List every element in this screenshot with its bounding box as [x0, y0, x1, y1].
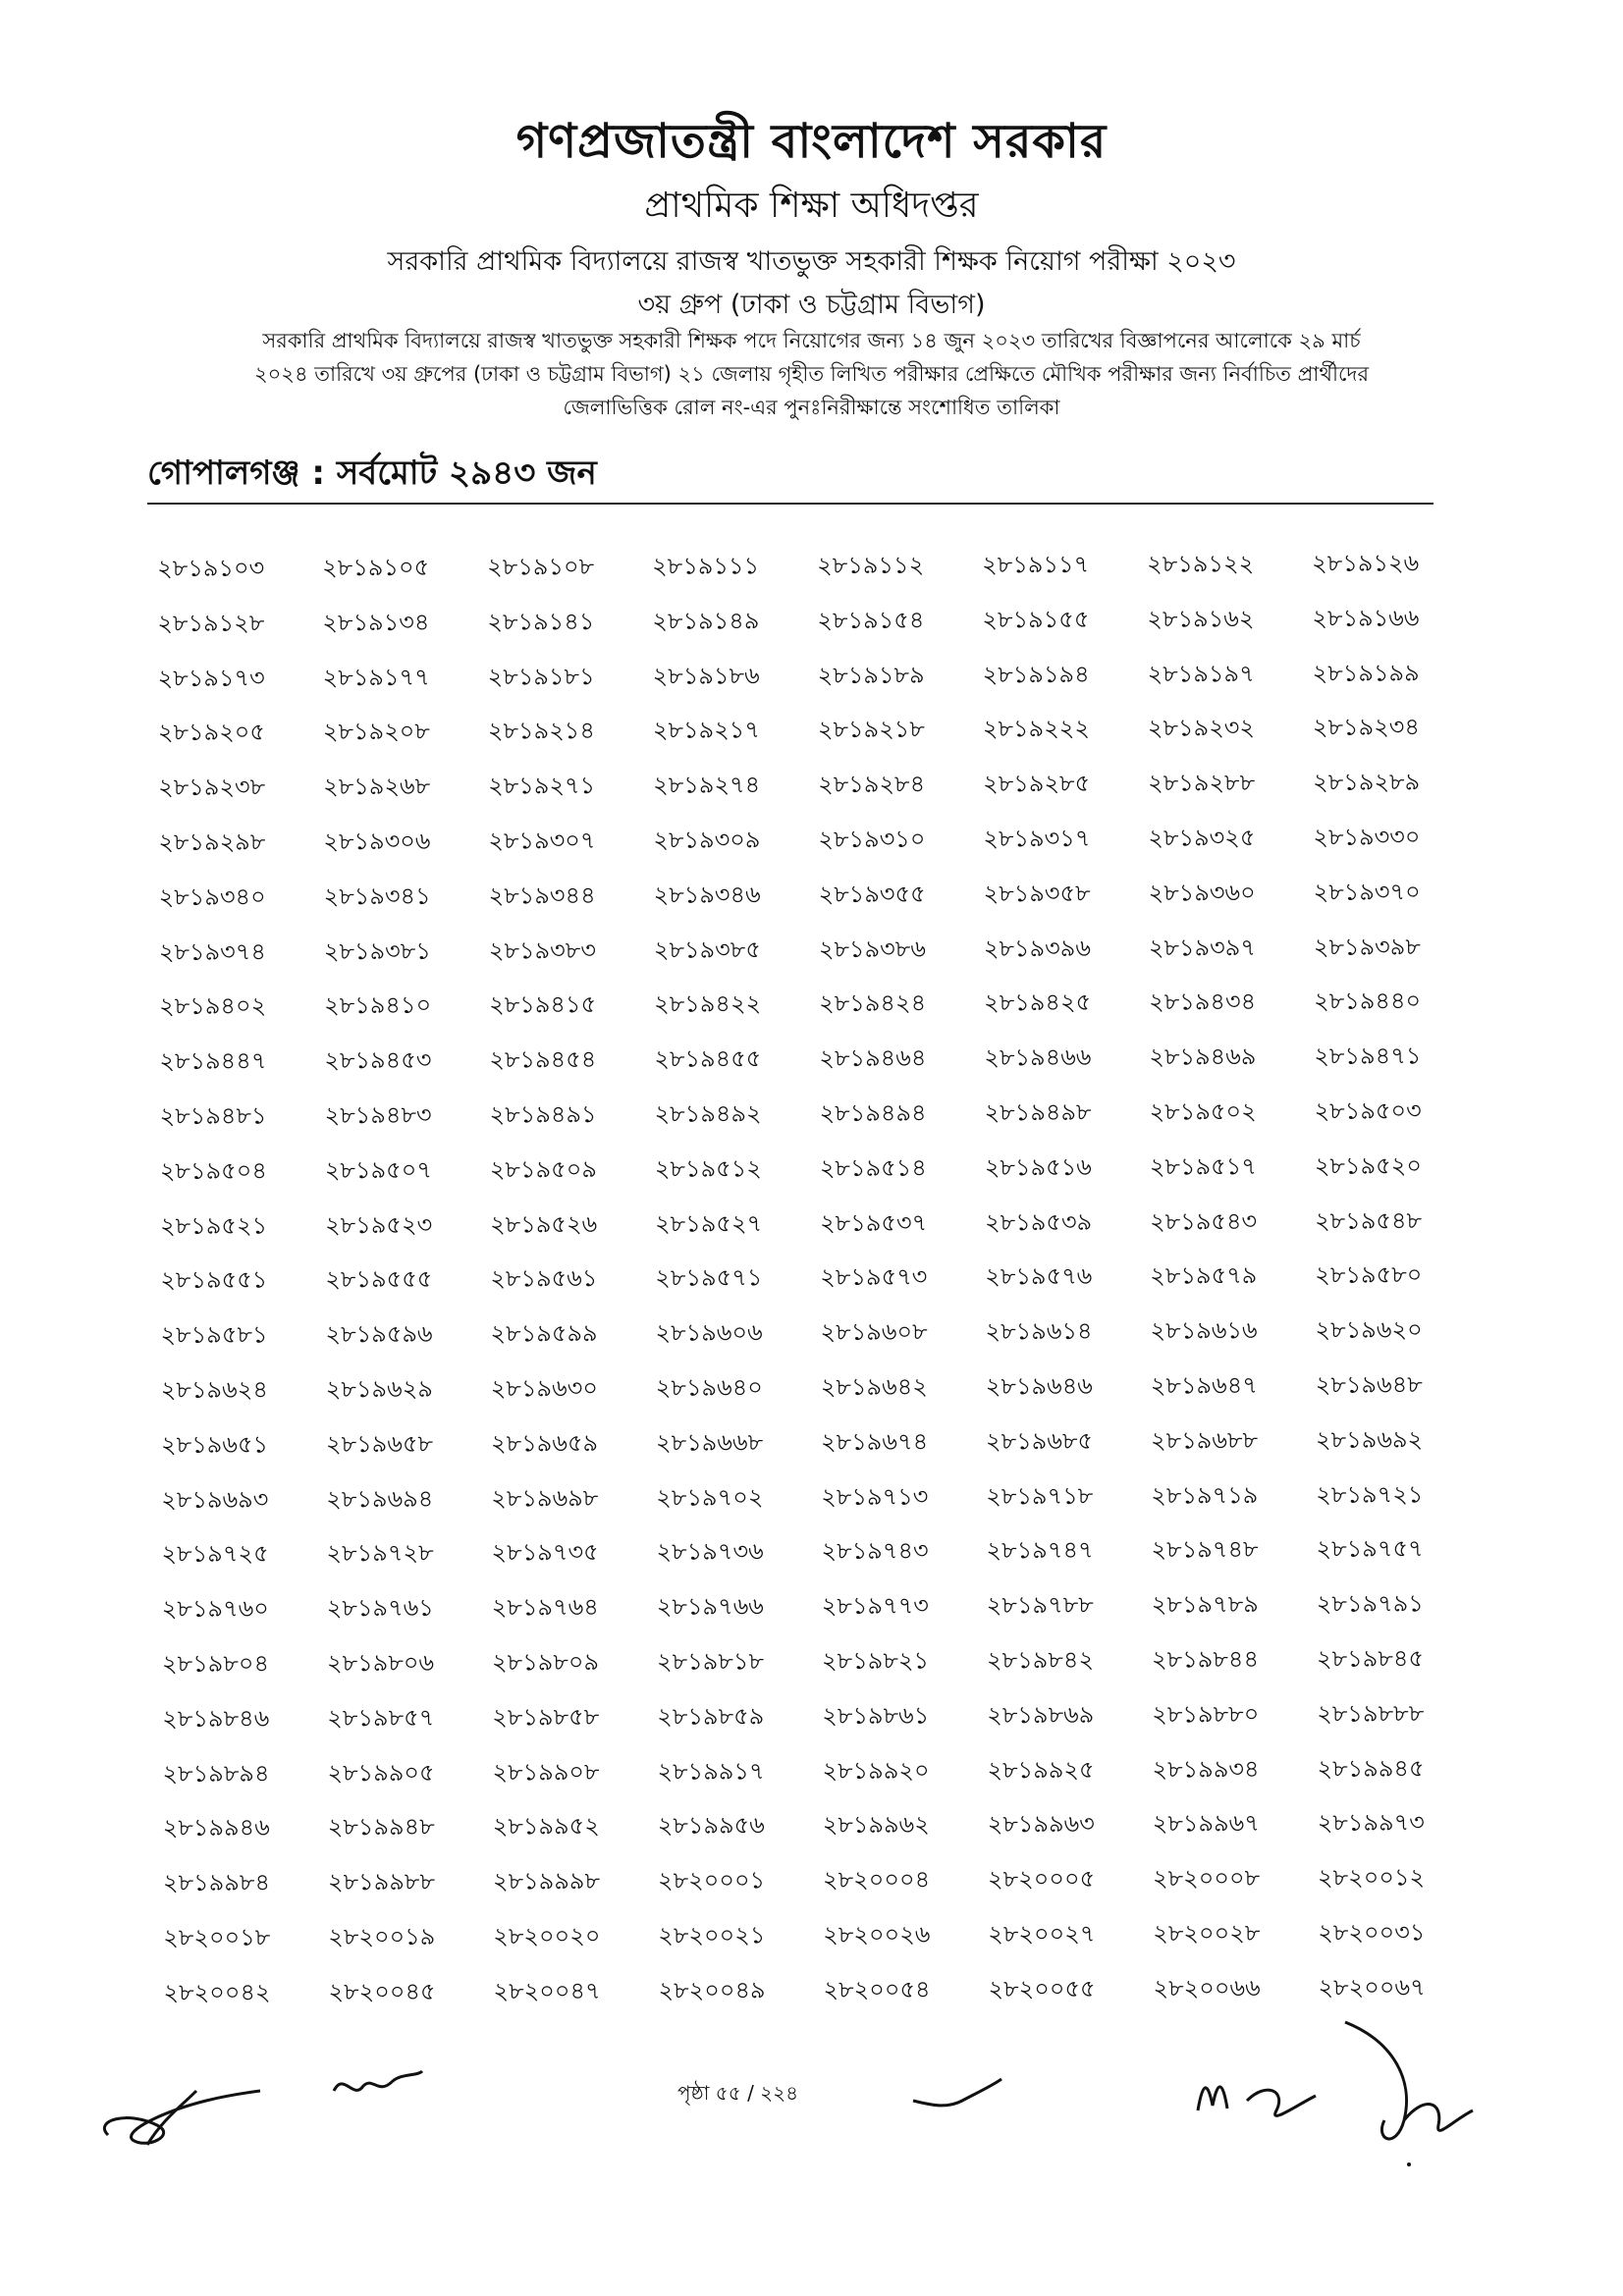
roll-number-cell: ২৮১৯৭৯১ [1316, 1589, 1424, 1618]
roll-number-cell: ২৮১৯৫৭৯ [1150, 1261, 1258, 1290]
roll-number-cell: ২৮১৯৬৮৮ [1150, 1425, 1259, 1455]
roll-number-cell: ২৮১৯১৫৫ [982, 605, 1090, 634]
page-number: পৃষ্ঠা ৫৫ / ২২৪ [677, 2081, 799, 2105]
roll-number-cell: ২৮২০০৬৭ [1318, 1973, 1426, 2002]
roll-number-cell: ২৮১৯১৬৬ [1312, 604, 1420, 632]
roll-number-cell: ২৮১৯২৩২ [1147, 714, 1256, 742]
roll-number-cell: ২৮১৯৭৬১ [326, 1593, 434, 1623]
roll-number-cell: ২৮১৯৫৭১ [655, 1263, 763, 1293]
roll-number-cell: ২৮১৯৭৪৩ [821, 1536, 929, 1566]
roll-number-cell: ২৮১৯২১৭ [652, 716, 761, 745]
roll-number-cell: ২৮১৯৩৯৭ [1148, 933, 1256, 962]
roll-number-cell: ২৮১৯৩৩০ [1313, 823, 1421, 851]
roll-number-cell: ২৮১৯৫২৭ [654, 1208, 763, 1238]
roll-number-cell: ২৮১৯৬০৮ [820, 1317, 928, 1347]
roll-number-cell: ২৮১৯২৮৫ [983, 770, 1091, 798]
roll-number-cell: ২৮১৯৫৯৯ [490, 1319, 598, 1348]
roll-number-cell: ২৮২০০১৯ [328, 1922, 436, 1951]
roll-number-cell: ২৮১৯১৮৯ [817, 661, 925, 689]
roll-number-cell: ২৮১৯৬৭৪ [820, 1427, 929, 1456]
roll-number-cell: ২৮১৯৭৭৩ [821, 1591, 929, 1621]
roll-number-cell: ২৮১৯৬৯৩ [161, 1485, 269, 1514]
roll-number-cell: ২৮১৯৪১৫ [489, 990, 597, 1019]
roll-number-cell: ২৮১৯৬৪৬ [985, 1371, 1093, 1401]
roll-number-cell: ২৮১৯১২৬ [1312, 549, 1420, 577]
roll-number-cell: ২৮১৯৬৪৮ [1315, 1370, 1423, 1399]
roll-number-cell: ২৮১৯১৫৪ [817, 606, 925, 634]
roll-number-cell: ২৮১৯৬১৪ [985, 1317, 1093, 1346]
roll-number-cell: ২৮২০০৩১ [1318, 1918, 1426, 1947]
roll-number-cell: ২৮২০০৪৫ [328, 1977, 436, 2005]
roll-number-cell: ২৮১৯১৮১ [487, 662, 595, 691]
roll-number-cell: ২৮১৯৬৮৫ [985, 1426, 1094, 1456]
roll-number-cell: ২৮১৯৮৫৭ [327, 1703, 435, 1732]
roll-number-cell: ২৮১৯৫৭৩ [820, 1262, 928, 1292]
roll-number-cell: ২৮১৯৯৪৬ [162, 1813, 270, 1842]
roll-number-cell: ২৮১৯৪৭১ [1314, 1041, 1422, 1071]
roll-number-cell: ২৮১৯৩৮৬ [818, 934, 926, 963]
roll-number-cell: ২৮১৯৬৪৭ [1150, 1371, 1258, 1400]
roll-number-cell: ২৮১৯৮০৪ [161, 1649, 270, 1678]
signature-2 [324, 2061, 432, 2110]
roll-number-cell: ২৮১৯৯৬৭ [1152, 1809, 1260, 1838]
roll-number-cell: ২৮১৯৫১৭ [1149, 1151, 1257, 1181]
roll-number-cell: ২৮১৯৭১৩ [821, 1482, 929, 1511]
roll-number-cell: ২৮১৯৯৫২ [492, 1812, 600, 1841]
roll-number-cell: ২৮১৯৫০২ [1149, 1097, 1257, 1126]
roll-number-cell: ২৮১৯২৩৮ [158, 773, 266, 802]
roll-number-cell: ২৮১৯৯৯৮ [492, 1867, 601, 1896]
roll-number-cell: ২৮১৯২১৪ [487, 717, 595, 745]
roll-number-cell: ২৮১৯৯০৮ [492, 1757, 600, 1787]
roll-number-cell: ২৮১৯৫২১ [159, 1211, 268, 1240]
roll-number-cell: ২৮১৯৯৪৫ [1317, 1753, 1425, 1783]
roll-number-cell: ২৮১৯৭৫৭ [1316, 1534, 1424, 1564]
roll-number-cell: ২৮২০০২১ [658, 1921, 766, 1949]
roll-number-cell: ২৮২০০২৭ [988, 1919, 1096, 1949]
roll-number-cell: ২৮১৯৪৬৯ [1149, 1042, 1257, 1071]
roll-number-cell: ২৮১৯৯০৫ [327, 1758, 435, 1787]
roll-number-cell: ২৮১৯৪৫৫ [654, 1044, 762, 1073]
roll-number-table [157, 536, 1450, 2020]
roll-number-cell: ২৮১৯৯২৫ [987, 1755, 1095, 1784]
roll-number-cell: ২৮২০০৫৫ [988, 1974, 1096, 2003]
roll-number-cell: ২৮১৯৭৬৪ [491, 1593, 599, 1622]
roll-number-cell: ২৮১৯৪৬৪ [819, 1043, 927, 1073]
roll-number-cell: ২৮১৯৬২০ [1315, 1315, 1423, 1345]
roll-number-cell: ২৮১৯৯৬৩ [987, 1810, 1095, 1839]
roll-number-cell: ২৮১৯৪১০ [324, 991, 432, 1020]
roll-number-cell: ২৮১৯১৬২ [1147, 604, 1255, 633]
roll-number-cell: ২৮১৯৩৫৫ [818, 880, 926, 908]
roll-number-cell: ২৮১৯৮৮০ [1152, 1699, 1260, 1729]
roll-number-cell: ২৮১৯৩০৭ [488, 827, 596, 855]
roll-number-cell: ২৮১৯৪২৫ [983, 988, 1092, 1017]
roll-number-cell: ২৮১৯৬৪০ [655, 1373, 763, 1402]
roll-number-cell: ২৮১৯৭৩৫ [491, 1538, 599, 1567]
roll-number-cell: ২৮১৯১২৮ [157, 609, 265, 637]
roll-number-cell: ২৮১৯৪৮১ [159, 1101, 267, 1130]
roll-number-cell: ২৮১৯৬০৬ [655, 1318, 763, 1347]
roll-number-cell: ২৮১৯৩৭০ [1313, 878, 1421, 906]
roll-number-cell: ২৮১৯৬৯২ [1315, 1425, 1424, 1454]
roll-number-cell: ২৮১৯৮৯৪ [162, 1759, 270, 1788]
roll-number-cell: ২৮১৯৭৮৯ [1151, 1590, 1259, 1619]
roll-number-cell: ২৮১৯১৯৪ [982, 660, 1090, 688]
roll-number-cell: ২৮১৯৫১৪ [819, 1153, 927, 1182]
roll-number-cell: ২৮১৯৩৮৩ [488, 935, 596, 965]
roll-number-cell: ২৮১৯৪৬৬ [984, 1043, 1092, 1072]
roll-number-cell: ২৮১৯৪৩৪ [1148, 988, 1257, 1016]
roll-number-cell: ২৮১৯৩৯৮ [1313, 932, 1421, 961]
roll-number-cell: ২৮১৯৪৯৪ [819, 1098, 927, 1128]
roll-number-cell: ২৮১৯১২২ [1147, 550, 1255, 578]
roll-number-cell: ২৮১৯৬৯৪ [326, 1484, 434, 1513]
roll-number-cell: ২৮১৯৬৫১ [160, 1430, 269, 1459]
roll-number-cell: ২৮১৯৯১৭ [657, 1756, 765, 1786]
roll-number-cell: ২৮১৯৫৬১ [490, 1264, 598, 1293]
roll-number-cell: ২৮১৯৮৫৮ [492, 1702, 600, 1732]
roll-number-cell: ২৮১৯৮১৮ [656, 1647, 765, 1676]
roll-number-cell: ২৮২০০২০ [493, 1921, 601, 1950]
roll-number-cell: ২৮১৯৮৬৯ [987, 1700, 1095, 1730]
roll-number-cell: ২৮১৯১১২ [817, 551, 925, 580]
roll-number-cell: ২৮১৯৫৩৯ [984, 1207, 1093, 1236]
roll-number-cell: ২৮১৯১৭৩ [157, 664, 265, 692]
roll-number-cell: ২৮১৯৫৫৫ [325, 1265, 433, 1294]
roll-number-cell: ২৮১৯২০৫ [157, 718, 266, 747]
roll-number-cell: ২৮১৯৩৬০ [1148, 878, 1256, 907]
roll-number-cell: ২৮২০০৪৯ [658, 1976, 766, 2004]
roll-number-cell: ২৮১৯৫০৭ [324, 1155, 432, 1185]
roll-number-cell: ২৮১৯৪০২ [159, 991, 267, 1021]
roll-number-cell: ২৮১৯৩৭৪ [158, 937, 266, 966]
roll-number-cell: ২৮১৯৩৪১ [323, 881, 431, 911]
roll-number-cell: ২৮১৯৩৫৮ [983, 879, 1091, 908]
roll-number-cell: ২৮১৯৪২২ [653, 989, 762, 1019]
roll-number-cell: ২৮১৯১০৮ [487, 553, 595, 581]
roll-number-cell: ২৮১৯৭০২ [656, 1482, 764, 1512]
roll-number-cell: ২৮১৯৬৫৯ [490, 1428, 599, 1458]
roll-number-cell: ২৮২০০০১ [657, 1866, 766, 1895]
roll-number-cell: ২৮১৯১৯৯ [1312, 658, 1420, 687]
roll-number-cell: ২৮১৯৭৬৬ [656, 1592, 764, 1621]
roll-number-cell: ২৮২০০১৮ [163, 1923, 271, 1951]
roll-number-cell: ২৮১৯২০৮ [322, 718, 431, 746]
roll-number-cell: ২৮১৯৫৭৬ [985, 1262, 1093, 1291]
roll-number-cell: ২৮১৯৫১৬ [984, 1152, 1092, 1182]
roll-number-cell: ২৮১৯৫৪৮ [1314, 1205, 1423, 1235]
roll-number-cell: ২৮১৯৪২৪ [818, 988, 927, 1018]
roll-number-cell: ২৮১৯৮৪৫ [1316, 1644, 1425, 1673]
roll-number-cell: ২৮১৯৭৪৭ [986, 1536, 1094, 1565]
roll-number-cell: ২৮১৯৭১৯ [1151, 1480, 1259, 1510]
roll-number-cell: ২৮২০০৫৪ [823, 1975, 931, 2003]
roll-number-cell: ২৮১৯৮২১ [821, 1646, 930, 1675]
roll-number-cell: ২৮১৯৭৩৬ [656, 1537, 764, 1567]
roll-number-cell: ২৮১৯৪৪০ [1313, 987, 1422, 1016]
roll-number-cell: ২৮২০০২৮ [1153, 1919, 1261, 1948]
roll-number-cell: ২৮১৯২২২ [982, 715, 1091, 743]
roll-number-cell: ২৮১৯১১৭ [982, 550, 1090, 579]
roll-number-cell: ২৮১৯৩০৬ [323, 827, 431, 856]
notice-line-1: সরকারি প্রাথমিক বিদ্যালয়ে রাজস্ব খাতভুক্ত সহকারী শিক্ষক পদে নিয়োগের জন্য ১৪ জুন ২০২৩ তারিখের বিজ্ঞাপনের আলোকে ২৯ মার্চ [262, 329, 1361, 352]
roll-number-cell: ২৮১৯৩৯৬ [983, 934, 1091, 962]
roll-number-cell: ২৮১৯২১৮ [817, 715, 925, 744]
roll-number-cell: ২৮১৯৮৪৪ [1151, 1645, 1260, 1674]
roll-number-cell: ২৮১৯১৩৪ [322, 608, 430, 637]
roll-number-cell: ২৮১৯২৮৪ [818, 770, 926, 799]
roll-number-cell: ২৮১৯৯৪৮ [327, 1813, 435, 1842]
roll-number-cell: ২৮১৯১০৩ [157, 554, 265, 582]
roll-number-cell: ২৮১৯৩২৫ [1148, 824, 1256, 852]
roll-number-cell: ২৮১৯৩১০ [818, 825, 926, 854]
government-title: গণপ্রজাতন্ত্রী বাংলাদেশ সরকার [515, 114, 1108, 169]
directorate-title: প্রাথমিক শিক্ষা অধিদপ্তর [644, 186, 979, 226]
roll-number-cell: ২৮১৯২৭৪ [653, 771, 761, 799]
roll-number-cell: ২৮১৯৬৯৮ [491, 1483, 599, 1513]
notice-paragraph [147, 324, 1476, 424]
roll-number-cell: ২৮২০০০৮ [1152, 1864, 1261, 1893]
signature-4 [1178, 2002, 1492, 2179]
roll-number-cell: ২৮১৯৪৫৪ [489, 1045, 597, 1074]
roll-number-cell: ২৮১৯২৭১ [488, 772, 596, 800]
roll-number-cell: ২৮১৯২৯৮ [158, 828, 266, 856]
roll-number-cell: ২৮১৯৫২০ [1314, 1151, 1422, 1180]
roll-number-cell: ২৮১৯৮০৬ [326, 1648, 435, 1678]
roll-number-cell: ২৮১৯৫৩৭ [819, 1208, 928, 1237]
roll-number-cell: ২৮১৯২৩৪ [1312, 713, 1421, 742]
roll-number-cell: ২৮১৯৯৩৪ [1152, 1754, 1260, 1784]
roll-number-cell: ২৮১৯২৮৮ [1148, 769, 1256, 797]
roll-number-cell: ২৮১৯৪৫৩ [324, 1045, 432, 1075]
roll-number-cell: ২৮১৯৬১৬ [1150, 1316, 1258, 1345]
roll-number-cell: ২৮২০০০৪ [822, 1865, 931, 1895]
roll-number-cell: ২৮১৯২৬৮ [323, 772, 431, 801]
roll-number-cell: ২৮১৯৭২৮ [326, 1539, 434, 1568]
roll-number-cell: ২৮১৯৭৬০ [161, 1594, 269, 1624]
roll-number-cell: ২৮১৯৩৪০ [158, 882, 266, 911]
roll-number-cell: ২৮১৯৭২৫ [161, 1539, 269, 1569]
heading-divider [147, 503, 1434, 505]
roll-number-cell: ২৮১৯৯৮৪ [162, 1868, 271, 1897]
roll-number-cell: ২৮১৯৮৪৬ [162, 1704, 270, 1733]
roll-number-cell: ২৮১৯৫৮১ [160, 1320, 268, 1350]
roll-number-cell: ২৮১৯১৮৬ [652, 661, 760, 690]
roll-number-cell: ২৮২০০৬৬ [1153, 1973, 1261, 2002]
roll-number-cell: ২৮২০০২৬ [823, 1920, 931, 1949]
notice-line-3: জেলাভিত্তিক রোল নং-এর পুনঃনিরীক্ষান্তে সংশোধিত তালিকা [563, 396, 1060, 419]
roll-number-cell: ২৮১৯৮৮৮ [1317, 1699, 1425, 1728]
roll-number-cell: ২৮২০০৪২ [163, 1978, 271, 2006]
roll-number-cell: ২৮১৯৫৪৩ [1149, 1206, 1258, 1236]
roll-number-cell: ২৮১৯৫৮০ [1315, 1260, 1423, 1290]
roll-number-cell: ২৮১৯৩৮৫ [653, 934, 761, 964]
roll-number-cell: ২৮১৯৩৪৬ [653, 881, 761, 909]
roll-number-cell: ২৮১৯৭১৮ [986, 1481, 1094, 1510]
roll-number-cell: ২৮১৯৯৬২ [822, 1810, 930, 1840]
roll-number-cell: ২৮২০০১২ [1317, 1863, 1426, 1892]
roll-number-cell: ২৮১৯৯৮৮ [327, 1867, 436, 1896]
roll-number-cell: ২৮১৯১৭৭ [322, 663, 430, 691]
roll-number-cell: ২৮১৯৯২০ [822, 1756, 930, 1785]
roll-number-cell: ২৮১৯১৪১ [487, 607, 595, 636]
roll-number-cell: ২৮১৯৬৫৮ [325, 1429, 434, 1459]
roll-number-cell: ২৮১৯৫৫১ [160, 1265, 268, 1295]
signature-1 [88, 2052, 275, 2160]
roll-number-cell: ২৮১৯৮৪২ [986, 1645, 1095, 1675]
roll-number-cell: ২৮১৯৪৪৭ [159, 1046, 267, 1076]
roll-number-cell: ২৮১৯৫০৯ [489, 1154, 597, 1184]
roll-number-cell: ২৮২০০০৫ [987, 1864, 1096, 1894]
roll-number-cell: ২৮১৯৭৪৮ [1151, 1535, 1259, 1564]
roll-number-cell: ২৮১৯৬২৯ [325, 1374, 433, 1404]
roll-number-cell: ২৮১৯১৯৭ [1147, 659, 1255, 688]
roll-number-cell: ২৮১৯৩০৯ [653, 826, 761, 854]
roll-number-cell: ২৮১৯১১১ [652, 552, 760, 580]
roll-number-cell: ২৮১৯৫২৩ [324, 1210, 433, 1239]
group-title: ৩য় গ্রুপ (ঢাকা ও চট্টগ্রাম বিভাগ) [637, 290, 986, 320]
exam-title: সরকারি প্রাথমিক বিদ্যালয়ে রাজস্ব খাতভুক্ত সহকারী শিক্ষক নিয়োগ পরীক্ষা ২০২৩ [387, 246, 1236, 277]
roll-number-cell: ২৮১৯৭২১ [1316, 1479, 1424, 1509]
roll-number-cell: ২৮১৯৪৮৩ [324, 1100, 432, 1130]
roll-number-cell: ২৮১৯৮৫৯ [657, 1702, 765, 1731]
roll-number-cell: ২৮১৯৪৯৮ [984, 1097, 1092, 1127]
notice-line-2: ২০২৪ তারিখে ৩য় গ্রুপের (ঢাকা ও চট্টগ্রাম বিভাগ) ২১ জেলায় গৃহীত লিখিত পরীক্ষার প্রেক্ষিতে মৌখিক পরীক্ষার জন্য নির্বাচিত প্রার্থীদের [253, 362, 1369, 386]
roll-number-cell: ২৮১৯১৪৯ [652, 607, 760, 635]
roll-number-cell: ২৮১৯৩১৭ [983, 824, 1091, 853]
roll-number-cell: ২৮১৯৬৬৮ [655, 1428, 764, 1457]
roll-number-cell: ২৮১৯২৮৯ [1313, 768, 1421, 797]
roll-number-cell: ২৮১৯৩৮১ [323, 936, 431, 965]
district-heading: গোপালগঞ্জ : সর্বমোট ২৯৪৩ জন [147, 454, 597, 493]
roll-number-cell: ২৮১৯১০৫ [322, 553, 430, 582]
roll-number-cell: ২৮১৯৪৯২ [654, 1099, 762, 1128]
roll-number-cell: ২৮১৯৭৮৮ [986, 1590, 1094, 1620]
roll-number-cell: ২৮১৯৮৬১ [822, 1701, 930, 1730]
roll-number-cell: ২৮১৯৮০৯ [491, 1647, 600, 1677]
roll-number-cell: ২৮১৯৬২৪ [160, 1375, 268, 1404]
roll-number-cell: ২৮১৯৫৯৬ [325, 1319, 433, 1349]
roll-number-cell: ২৮১৯৫০৩ [1314, 1096, 1422, 1125]
roll-number-cell: ২৮১৯৯৫৬ [657, 1811, 765, 1841]
roll-number-cell: ২৮২০০৪৭ [493, 1976, 601, 2005]
roll-number-cell: ২৮১৯৬৩০ [490, 1374, 598, 1403]
roll-number-cell: ২৮১৯৯৭৩ [1317, 1808, 1425, 1838]
roll-number-cell: ২৮১৯৩৪৪ [488, 881, 596, 910]
signature-3 [903, 2071, 1011, 2120]
roll-number-cell: ২৮১৯৫২৬ [489, 1209, 598, 1239]
roll-number-cell: ২৮১৯৪৯১ [489, 1100, 597, 1129]
roll-number-cell: ২৮১৯৫০৪ [159, 1156, 267, 1185]
roll-number-cell: ২৮১৯৫১২ [654, 1154, 762, 1183]
roll-number-cell: ২৮১৯৬৪২ [820, 1372, 928, 1402]
